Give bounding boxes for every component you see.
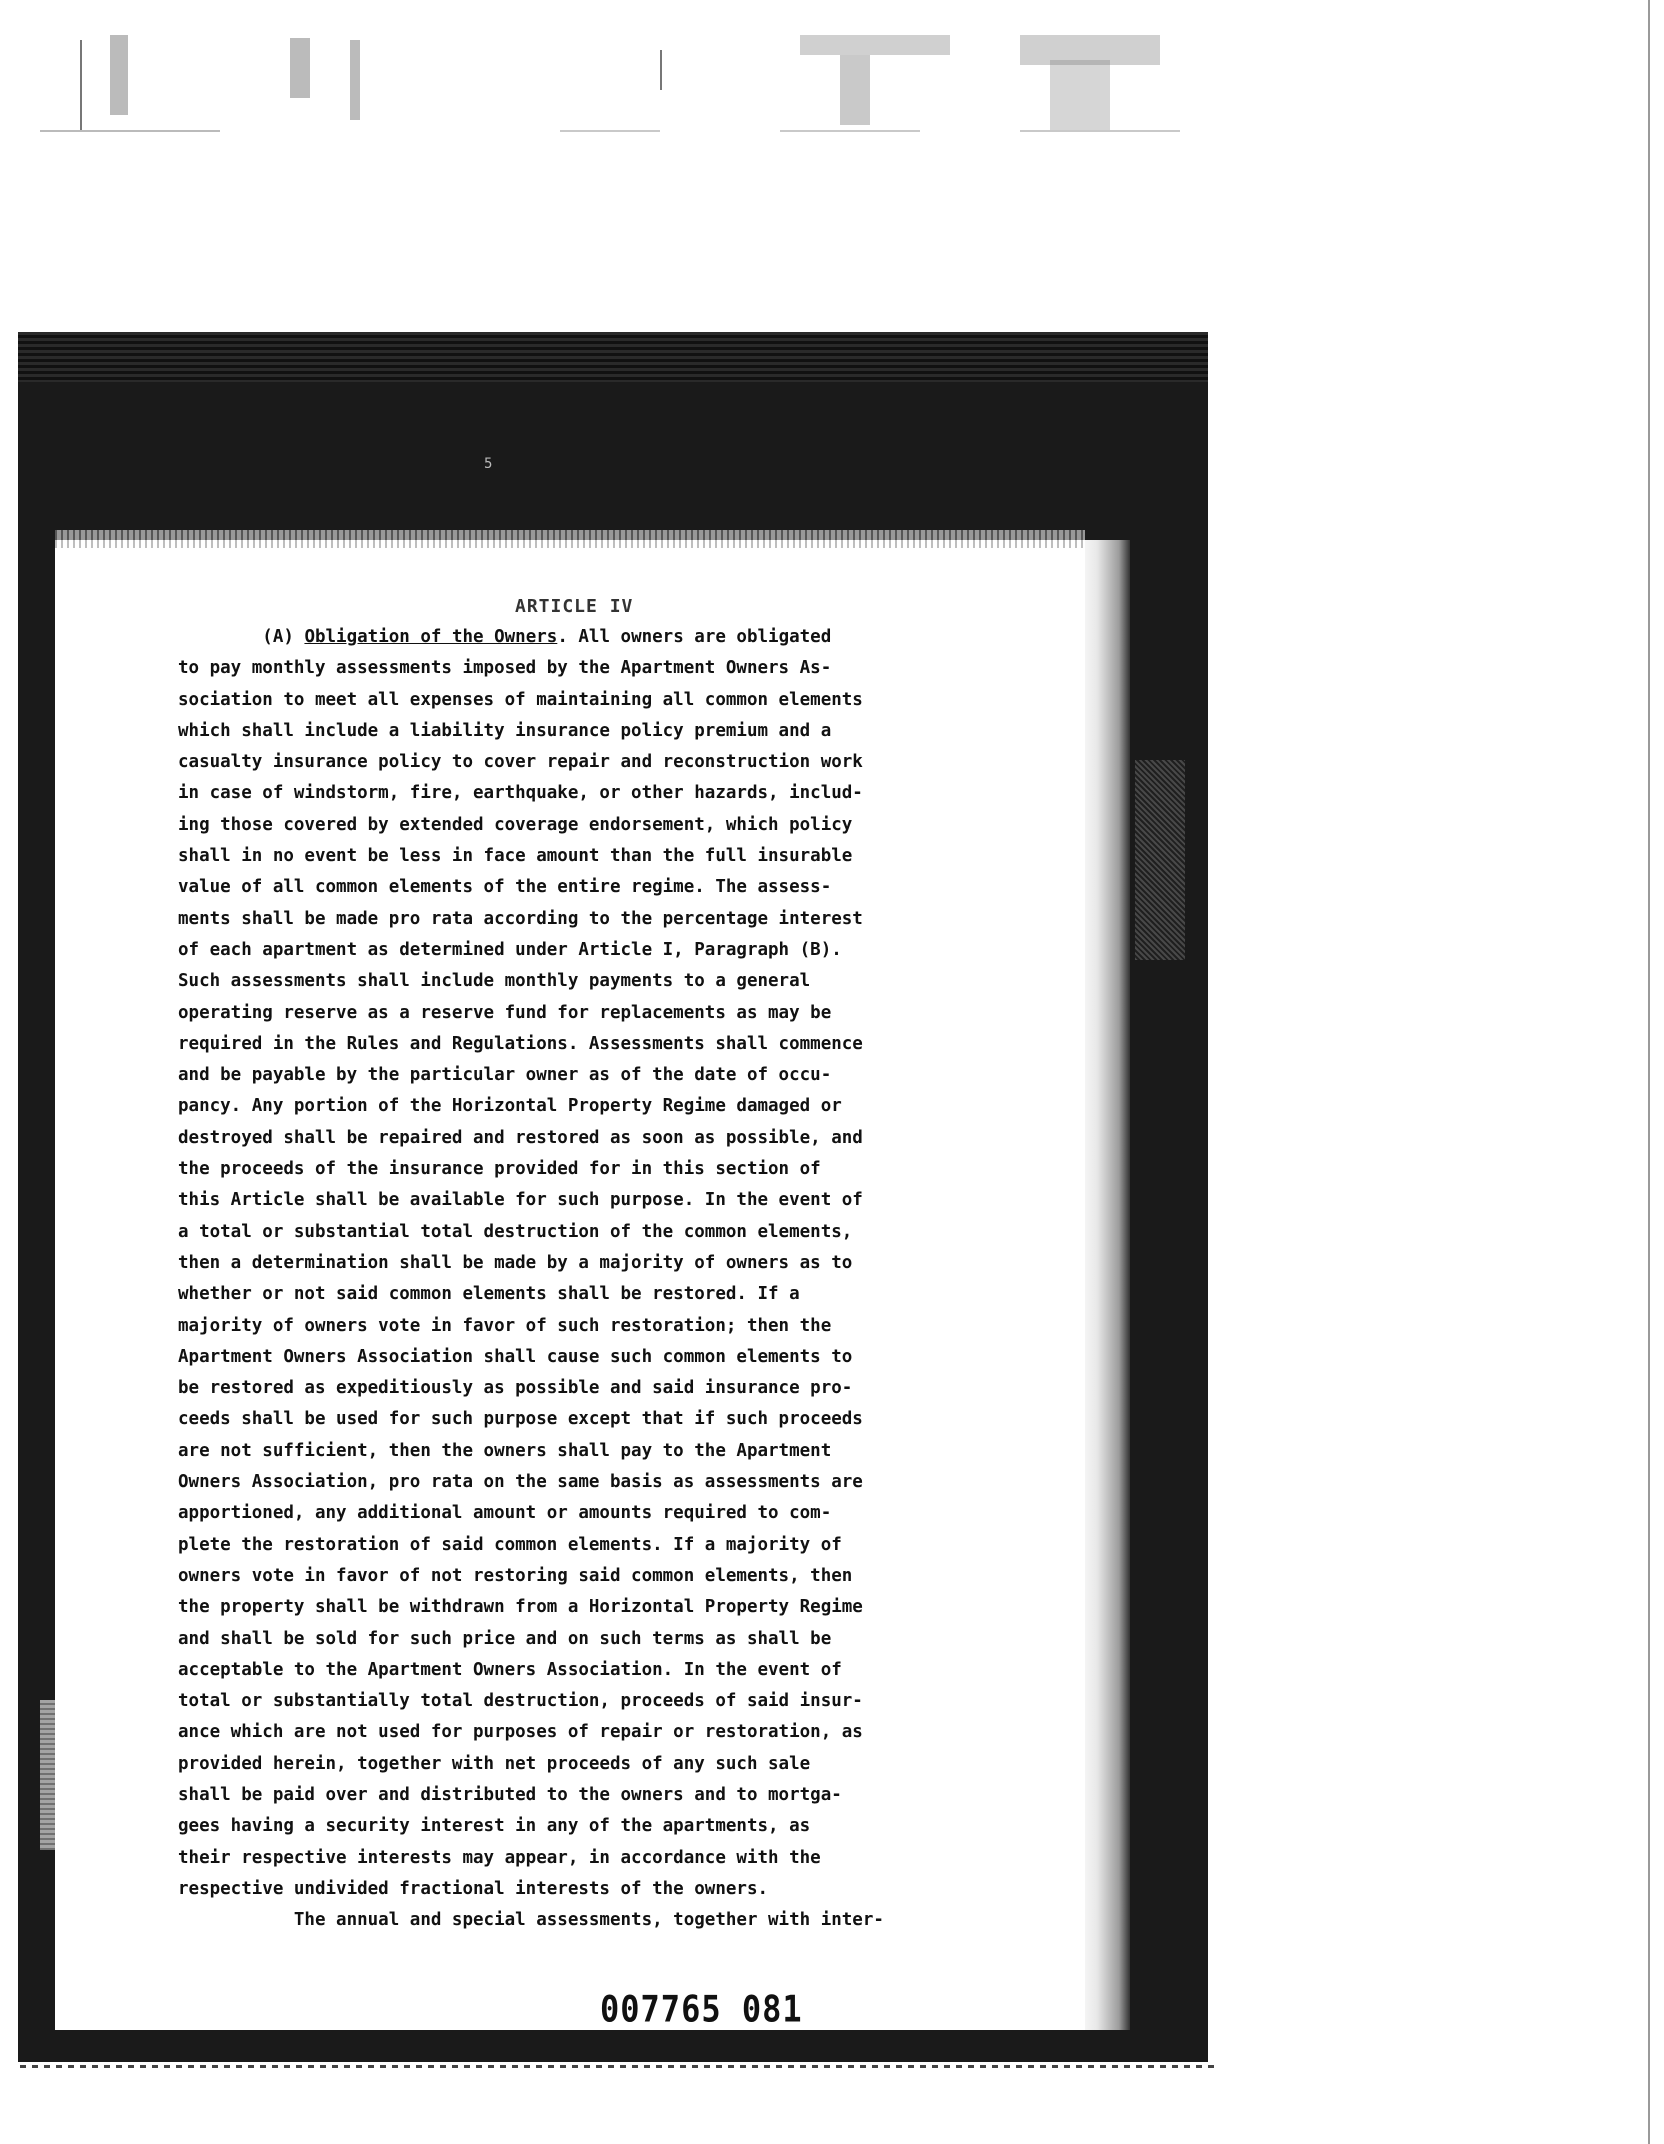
text-line: of each apartment as determined under Article I, Paragraph (B).	[178, 939, 842, 960]
text-line: destroyed shall be repaired and restored as soon as possible, and	[178, 1127, 863, 1148]
document-stamp-number: 007765 081	[600, 1987, 803, 2031]
text-line: ceeds shall be used for such purpose except that if such proceeds	[178, 1409, 863, 1430]
text-line: their respective interests may appear, in accordance with the	[178, 1847, 821, 1868]
text-line: respective undivided fractional interests of the owners.	[178, 1878, 769, 1899]
article-heading: ARTICLE IV	[515, 596, 634, 617]
text-line: acceptable to the Apartment Owners Association. In the event of	[178, 1659, 842, 1680]
text-line: plete the restoration of said common elements. If a majority of	[178, 1534, 842, 1555]
section-title-underlined: Obligation of the Owners	[304, 627, 558, 647]
text-line: to pay monthly assessments imposed by the Apartment Owners As-	[178, 658, 832, 679]
text-line: ance which are not used for purposes of repair or restoration, as	[178, 1722, 863, 1743]
text-line: Owners Association, pro rata on the same basis as assessments are	[178, 1472, 863, 1493]
text-line	[178, 622, 1008, 653]
text-line: provided herein, together with net proceeds of any such sale	[178, 1753, 811, 1774]
text-line: Such assessments shall include monthly payments to a general	[178, 971, 811, 992]
text-line: shall in no event be less in face amount than the full insurable	[178, 846, 853, 867]
top-page-mark: 5	[484, 456, 493, 472]
text-line: ing those covered by extended coverage endorsement, which policy	[178, 814, 853, 835]
page-top-edge	[55, 530, 1085, 548]
text-line: Apartment Owners Association shall cause such common elements to	[178, 1346, 853, 1367]
text-line: shall be paid over and distributed to the owners and to mortga-	[178, 1784, 842, 1805]
text-line: are not sufficient, then the owners shall pay to the Apartment	[178, 1440, 832, 1461]
text-line: apportioned, any additional amount or amounts required to com-	[178, 1503, 832, 1524]
text-line: gees having a security interest in any of the apartments, as	[178, 1816, 811, 1837]
text-line: pancy. Any portion of the Horizontal Property Regime damaged or	[178, 1096, 842, 1117]
paragraph-text: . All owners are obligated	[557, 627, 832, 647]
text-line: value of all common elements of the entire regime. The assess-	[178, 877, 832, 898]
frame-right-speckle	[1135, 760, 1185, 960]
text-line: operating reserve as a reserve fund for replacements as may be	[178, 1002, 832, 1023]
text-line: the proceeds of the insurance provided for in this section of	[178, 1159, 821, 1180]
text-line: majority of owners vote in favor of such restoration; then the	[178, 1315, 832, 1336]
paragraph-lead: (A)	[178, 627, 305, 647]
text-line: required in the Rules and Regulations. Assessments shall commence	[178, 1033, 863, 1054]
text-line: casualty insurance policy to cover repair and reconstruction work	[178, 752, 863, 773]
text-line: which shall include a liability insurance policy premium and a	[178, 720, 832, 741]
text-line: owners vote in favor of not restoring said common elements, then	[178, 1565, 853, 1586]
text-line: ments shall be made pro rata according to the percentage interest	[178, 908, 863, 929]
text-line: total or substantially total destruction, proceeds of said insur-	[178, 1691, 863, 1712]
text-line: whether or not said common elements shall be restored. If a	[178, 1284, 800, 1305]
scan-noise-top	[40, 30, 1220, 140]
article-body	[178, 622, 1008, 1936]
text-line: be restored as expeditiously as possible and said insurance pro-	[178, 1378, 853, 1399]
text-line: then a determination shall be made by a majority of owners as to	[178, 1252, 853, 1273]
text-line: in case of windstorm, fire, earthquake, or other hazards, includ-	[178, 783, 863, 804]
frame-top-band	[18, 332, 1208, 382]
bottom-noise	[20, 2065, 1220, 2068]
page-edge-line	[1648, 0, 1650, 2144]
text-line: The annual and special assessments, together with inter-	[178, 1910, 884, 1931]
text-line: and be payable by the particular owner as of the date of occu-	[178, 1065, 832, 1086]
text-line: the property shall be withdrawn from a Horizontal Property Regime	[178, 1597, 863, 1618]
text-line: a total or substantial total destruction of the common elements,	[178, 1221, 853, 1242]
text-line: sociation to meet all expenses of maintaining all common elements	[178, 689, 863, 710]
text-line: this Article shall be available for such purpose. In the event of	[178, 1190, 863, 1211]
text-line: and shall be sold for such price and on such terms as shall be	[178, 1628, 832, 1649]
